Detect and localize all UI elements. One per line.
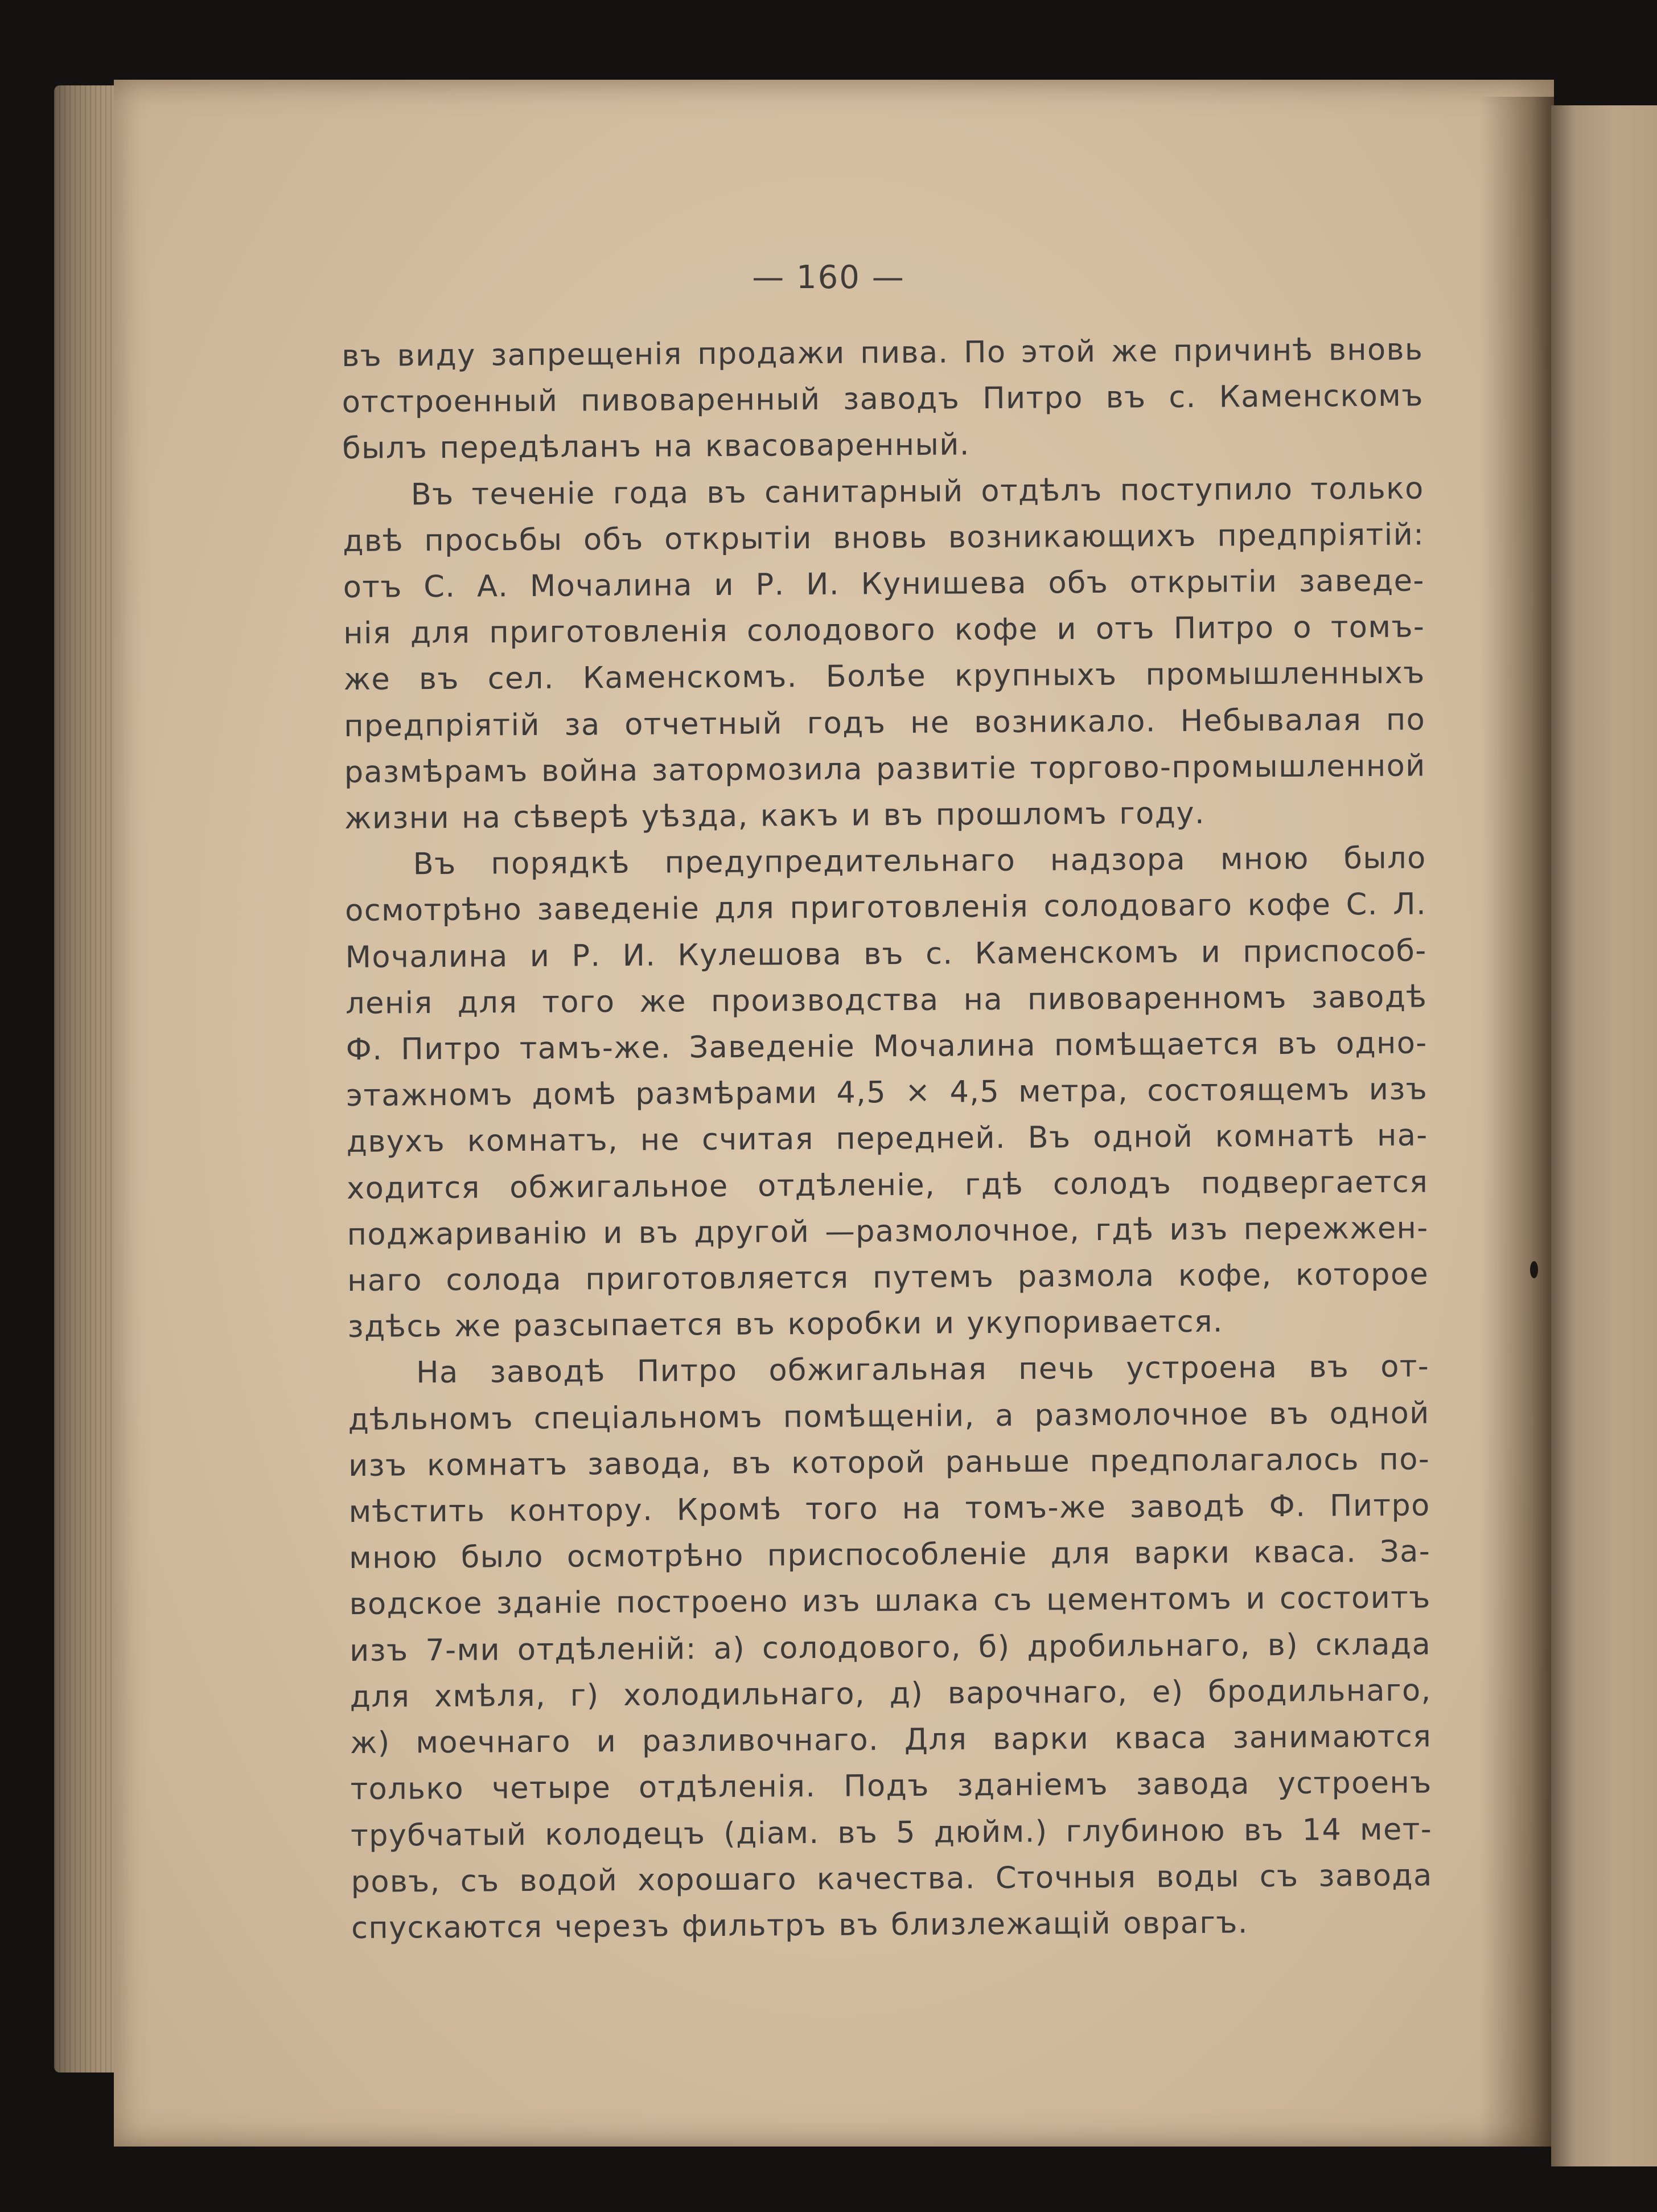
text-line: двѣ просьбы объ открытіи вновь возникающихъ предпріятій: [343,517,1425,559]
text-line: для хмѣля, г) холодильнаго, д) варочнаго, е) бродильнаго, [350,1673,1432,1714]
page-body-text [342,326,1433,1951]
text-line: отъ С. А. Мочалина и Р. И. Кунишева объ открытіи заведе- [343,563,1425,605]
text-line: же въ сел. Каменскомъ. Болѣе крупныхъ промышленныхъ [343,655,1425,697]
text-line: мѣстить контору. Кромѣ того на томъ-же заводѣ Ф. Питро [348,1488,1430,1530]
text-line: изъ 7-ми отдѣленій: а) солодового, б) дробильнаго, в) склада [349,1627,1432,1668]
text-line: поджариванію и въ другой —размолочное, гдѣ изъ пережжен- [347,1210,1429,1252]
text-line: спускаются черезъ фильтръ въ близлежащій оврагъ. [351,1905,1249,1946]
text-line: Въ теченіе года въ санитарный отдѣлъ поступило только [410,470,1424,512]
facing-page-edge [1551,105,1657,2166]
text-line: двухъ комнатъ, не считая передней. Въ одной комнатѣ на- [346,1118,1428,1160]
text-line: былъ передѣланъ на квасоваренный. [342,427,971,466]
page-number: — 160 — [752,259,905,296]
page-gutter-shadow [1480,97,1554,2147]
text-line: наго солода приготовляется путемъ размола кофе, которое [347,1257,1429,1299]
text-line: нія для приготовленія солодового кофе и отъ Питро о томъ- [343,609,1425,651]
text-line: На заводѣ Питро обжигальная печь устроена въ от- [416,1349,1430,1390]
text-line: ж) моечнаго и разливочнаго. Для варки кваса занимаются [350,1719,1432,1761]
text-line: Въ порядкѣ предупредительнаго надзора мною было [413,840,1426,882]
text-line: Ф. Питро тамъ-же. Заведеніе Мочалина помѣщается въ одно- [346,1025,1428,1068]
text-line: предпріятій за отчетный годъ не возникало. Небывалая по [344,702,1426,744]
ink-blot [1530,1261,1538,1278]
text-line: Мочалина и Р. И. Кулешова въ с. Каменскомъ и приспособ- [345,933,1427,975]
text-line: трубчатый колодецъ (діам. въ 5 дюйм.) глубиною въ 14 мет- [350,1811,1433,1853]
text-line: въ виду запрещенія продажи пива. По этой же причинѣ вновь [342,332,1424,374]
text-line: этажномъ домѣ размѣрами 4,5 × 4,5 метра, состоящемъ изъ [346,1072,1428,1114]
text-line: только четыре отдѣленія. Подъ зданіемъ завода устроенъ [350,1765,1432,1807]
text-line: ленія для того же производства на пивоваренномъ заводѣ [346,979,1428,1021]
text-line: изъ комнатъ завода, въ которой раньше предполагалось по- [348,1442,1430,1483]
text-line: отстроенный пивоваренный заводъ Питро въ с. Каменскомъ [342,378,1424,420]
text-line: ходится обжигальное отдѣленіе, гдѣ солодъ подвергается [346,1164,1429,1206]
text-line: осмотрѣно заведеніе для приготовленія солодоваго кофе С. Л. [345,887,1427,929]
text-line: ровъ, съ водой хорошаго качества. Сточныя воды съ завода [351,1858,1433,1899]
text-line: здѣсь же разсыпается въ коробки и укупоривается. [347,1304,1224,1345]
text-line: дѣльномъ спеціальномъ помѣщеніи, а размолочное въ одной [348,1396,1430,1437]
text-line: мною было осмотрѣно приспособленіе для варки кваса. За- [348,1534,1431,1576]
text-line: размѣрамъ война затормозила развитіе торгово-промышленной [344,748,1426,790]
text-line: жизни на сѣверѣ уѣзда, какъ и въ прошломъ году. [344,795,1206,836]
text-line: водское зданіе построено изъ шлака съ цементомъ и состоитъ [349,1580,1431,1622]
